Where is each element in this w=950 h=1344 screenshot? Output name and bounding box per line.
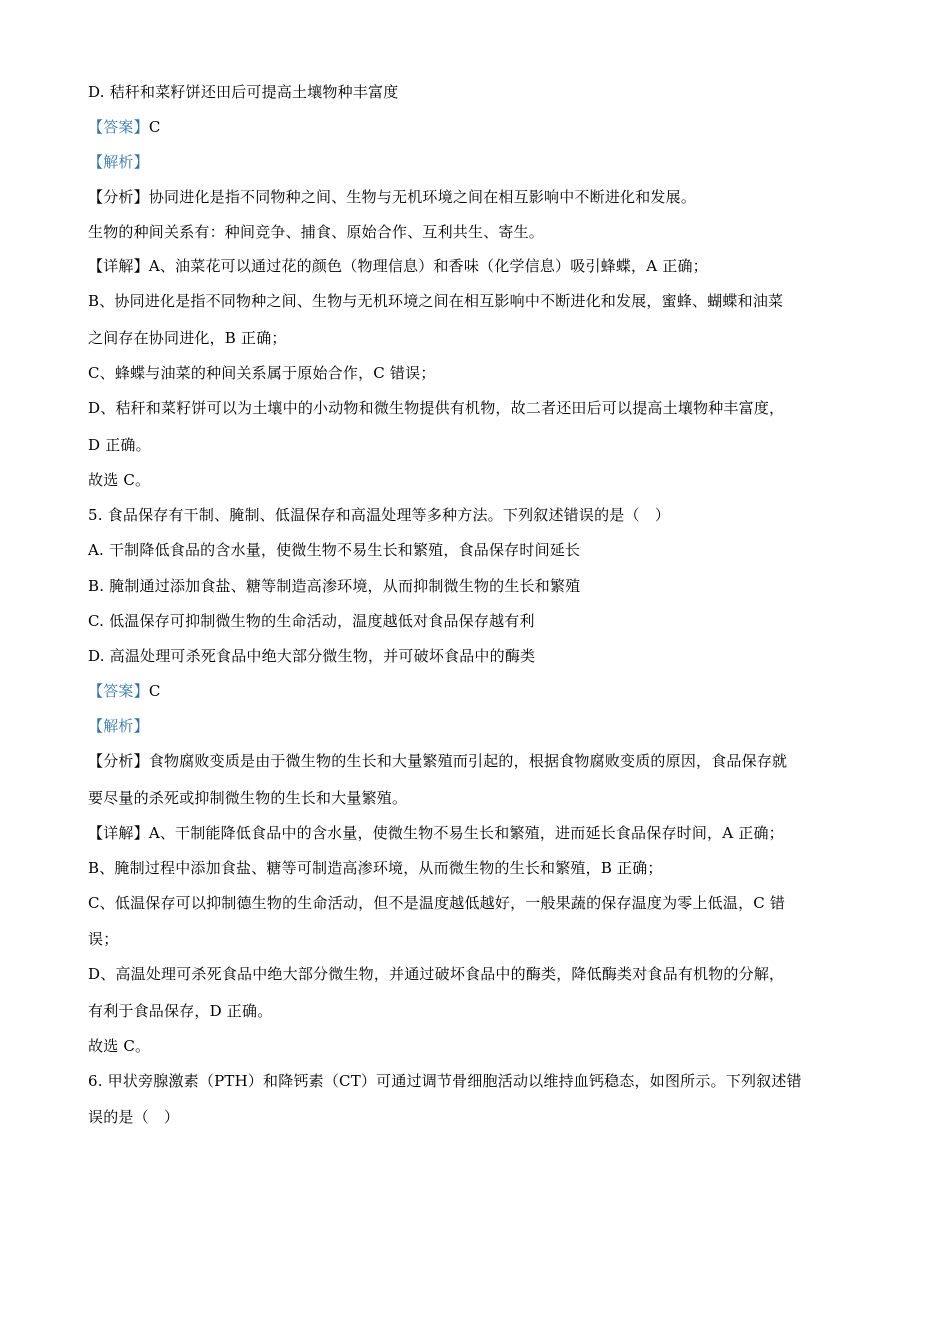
q5-detail-a: [88, 823, 878, 843]
q5-option-b: B. 腌制通过添加食盐、糖等制造高渗环境，从而抑制微生物的生长和繁殖: [88, 577, 581, 595]
q4-detail-c: C、蜂蝶与油菜的种间关系属于原始合作，C 错误；: [88, 364, 436, 382]
q4-detail-d-line1: D、秸秆和菜籽饼可以为土壤中的小动物和微生物提供有机物，故二者还田后可以提高土壤物种丰富度，: [88, 399, 785, 417]
fenxi-tag: 【分析】: [88, 188, 149, 206]
q5-option-a: A. 干制降低食品的含水量，使微生物不易生长和繁殖，食品保存时间延长: [88, 541, 581, 559]
q4-fenxi: [88, 187, 878, 207]
q5-detail-c-line1: C、低温保存可以抑制德生物的生命活动，但不是温度越低越好，一般果蔬的保存温度为零上低温，C 错: [88, 894, 786, 912]
q5-analysis-tag: [88, 716, 878, 736]
q5-fenxi-line1: [88, 751, 878, 771]
q4-answer: [88, 117, 878, 137]
q4-detail-b-line1: B、协同进化是指不同物种之间、生物与无机环境之间在相互影响中不断进化和发展，蜜蜂、蝴蝶和油菜: [88, 292, 784, 310]
fenxi-text: 协同进化是指不同物种之间、生物与无机环境之间在相互影响中不断进化和发展。: [148, 188, 697, 206]
detail-a-text: A、干制能降低食品中的含水量，使微生物不易生长和繁殖，进而延长食品保存时间，A 正确；: [148, 824, 784, 842]
analysis-tag: 【解析】: [88, 717, 149, 735]
fenxi-text: 食物腐败变质是由于微生物的生长和大量繁殖而引起的，根据食物腐败变质的原因，食品保存就: [148, 752, 788, 770]
q5-detail-b: B、腌制过程中添加食盐、糖等可制造高渗环境，从而微生物的生长和繁殖，B 正确；: [88, 859, 663, 877]
answer-value: C: [148, 118, 161, 136]
detail-tag: 【详解】: [88, 824, 149, 842]
q6-stem-line1: 6. 甲状旁腺激素（PTH）和降钙素（CT）可通过调节骨细胞活动以维持血钙稳态，如图所示。下列叙述错: [88, 1072, 802, 1090]
q5-fenxi-line2: 要尽量的杀死或抑制微生物的生长和大量繁殖。: [88, 789, 408, 807]
detail-a-text: A、油菜花可以通过花的颜色（物理信息）和香味（化学信息）吸引蜂蝶，A 正确；: [148, 257, 708, 275]
q5-choose: 故选 C。: [88, 1037, 151, 1055]
q4-detail-d-line2: D 正确。: [88, 436, 151, 454]
q4-relations: 生物的种间关系有：种间竞争、捕食、原始合作、互利共生、寄生。: [88, 223, 545, 241]
fenxi-tag: 【分析】: [88, 752, 149, 770]
q5-answer: [88, 681, 878, 701]
q4-analysis-tag: [88, 152, 878, 172]
q5-detail-d-line1: D、高温处理可杀死食品中绝大部分微生物，并通过破坏食品中的酶类，降低酶类对食品有机物的分解，: [88, 965, 785, 983]
answer-tag: 【答案】: [88, 118, 149, 136]
q4-detail-a: [88, 256, 878, 276]
q6-stem-line2: 误的是（ ）: [88, 1108, 180, 1126]
q5-stem: 5. 食品保存有干制、腌制、低温保存和高温处理等多种方法。下列叙述错误的是（ ）: [88, 506, 671, 524]
q5-detail-c-line2: 误；: [88, 930, 119, 948]
q5-detail-d-line2: 有利于食品保存，D 正确。: [88, 1002, 273, 1020]
analysis-tag: 【解析】: [88, 153, 149, 171]
q4-detail-b-line2: 之间存在协同进化，B 正确；: [88, 329, 287, 347]
q4-choose: 故选 C。: [88, 471, 151, 489]
q5-option-c: C. 低温保存可抑制微生物的生命活动，温度越低对食品保存越有利: [88, 612, 535, 630]
detail-tag: 【详解】: [88, 257, 149, 275]
answer-value: C: [148, 682, 161, 700]
q5-option-d: D. 高温处理可杀死食品中绝大部分微生物，并可破坏食品中的酶类: [88, 647, 536, 665]
q4-option-d: D. 秸秆和菜籽饼还田后可提高土壤物种丰富度: [88, 83, 399, 101]
answer-tag: 【答案】: [88, 682, 149, 700]
